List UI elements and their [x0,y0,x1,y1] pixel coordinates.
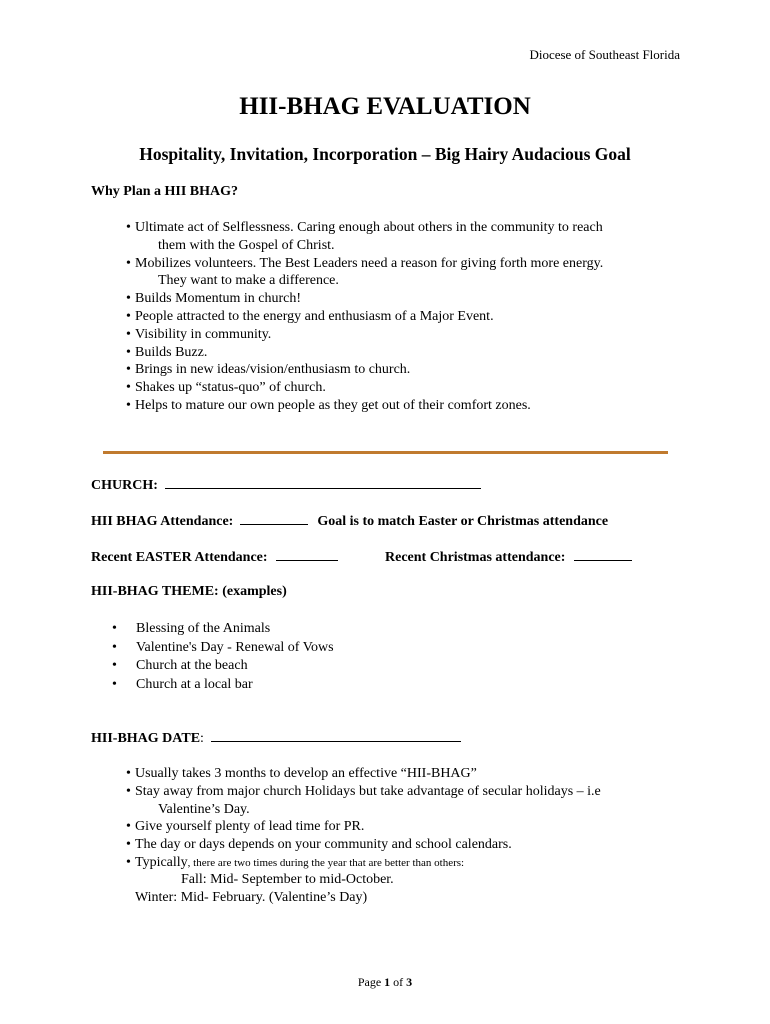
list-item-continuation: them with the Gospel of Christ. [158,237,335,253]
list-item-text: Church at a local bar [136,676,253,692]
easter-input-line[interactable] [276,548,338,561]
list-item-text: Valentine's Day - Renewal of Vows [136,639,334,655]
winter-season: Winter: Mid- February. (Valentine’s Day) [135,890,368,905]
attendance-field [91,512,608,530]
list-item-text: Shakes up “status-quo” of church. [135,380,326,396]
page-subtitle: Hospitality, Invitation, Incorporation – Big Hairy Audacious Goal [139,144,631,164]
list-item-text: Helps to mature our own people as they get out of their comfort zones. [135,397,531,413]
list-item: • Typically, there are two times during the year that are better than others: [126,854,465,870]
list-item-text: Builds Momentum in church! [135,291,302,307]
list-item-continuation: They want to make a difference. [158,273,339,289]
list-item-text: People attracted to the energy and enthusiasm of a Major Event. [135,308,494,324]
page-number: Page 1 of 3 [357,975,413,989]
list-item-text: Blessing of the Animals [136,621,271,636]
list-item: • The day or days depends on your community and school calendars. [126,837,512,853]
list-item-text: Give yourself plenty of lead time for PR. [135,819,365,835]
list-item-text: Ultimate act of Selflessness. Caring enough about others in the community to reach [135,220,603,235]
goal-note: Goal is to match Easter or Christmas attendance [317,514,609,529]
fall-season: Fall: Mid- September to mid-October. [181,872,394,887]
date-label: HII-BHAG DATE [91,731,201,746]
bullet-icon: • [112,676,117,692]
list-item: • Mobilizes volunteers. The Best Leaders need a reason for giving forth more energy. They want to make a difference. [135,255,680,291]
easter-attendance-field [91,548,338,566]
list-item-continuation: Valentine’s Day. [158,801,250,817]
christmas-input-line[interactable] [574,548,632,561]
attendance-input-line[interactable] [240,512,308,525]
list-item-text: Visibility in community. [135,326,272,342]
why-bullet-list [126,219,680,415]
church-input-line[interactable] [165,476,481,489]
list-item [112,657,334,676]
list-item-text: Usually takes 3 months to develop an effective “HII-BHAG” [135,766,477,781]
list-item: • Ultimate act of Selflessness. Caring enough about others in the community to reach them with the Gospel of Christ. [135,219,680,255]
list-item-text: The day or days depends on your community and school calendars. [135,837,512,853]
list-item: • People attracted to the energy and enthusiasm of a Major Event. [126,308,494,324]
list-item-text: Builds Buzz. [135,344,208,360]
why-heading: Why Plan a HII BHAG? [91,184,239,199]
list-item: • Brings in new ideas/vision/enthusiasm to church. [126,362,411,378]
list-item [112,676,334,695]
list-item: • Stay away from major church Holidays but take advantage of secular holidays – i.e Valentine’s Day. [135,783,680,819]
list-item: • Shakes up “status-quo” of church. [126,380,326,396]
attendance-label: HII BHAG Attendance: [91,514,234,529]
bullet-icon: • [112,639,117,655]
list-item-text: Church at the beach [136,658,248,674]
list-item: • Helps to mature our own people as they get out of their comfort zones. [126,397,531,413]
christmas-label: Recent Christmas attendance: [385,550,566,565]
list-item [112,620,334,639]
church-field [91,476,481,494]
list-item: • Visibility in community. [126,326,272,342]
easter-label: Recent EASTER Attendance: [91,550,268,565]
page-title: HII-BHAG EVALUATION [239,93,531,120]
section-divider [103,451,668,454]
list-item: • Give yourself plenty of lead time for PR. [126,819,365,835]
list-item: • Builds Momentum in church! [126,291,302,307]
date-input-line[interactable] [211,729,461,742]
theme-list [112,620,334,694]
christmas-attendance-field [385,548,632,566]
date-field: HII-BHAG DATE: [91,729,461,747]
list-item: • Usually takes 3 months to develop an effective “HII-BHAG” [126,766,477,781]
typically-rest: , there are two times during the year that are better than others: [187,856,465,869]
church-label: CHURCH: [91,478,158,493]
bullet-icon: • [112,621,117,636]
list-item-text: Mobilizes volunteers. The Best Leaders need a reason for giving forth more energy. [135,255,604,271]
theme-heading: HII-BHAG THEME: (examples) [91,584,287,599]
list-item: • Builds Buzz. [126,344,208,360]
list-item-text: Stay away from major church Holidays but take advantage of secular holidays – i.e [135,783,601,799]
bullet-icon: • [112,658,117,674]
typically-lead: Typically [135,854,188,870]
organization-header: Diocese of Southeast Florida [529,47,680,62]
list-item-text: Brings in new ideas/vision/enthusiasm to church. [135,362,411,378]
date-bullet-list [126,765,680,873]
list-item [112,639,334,658]
